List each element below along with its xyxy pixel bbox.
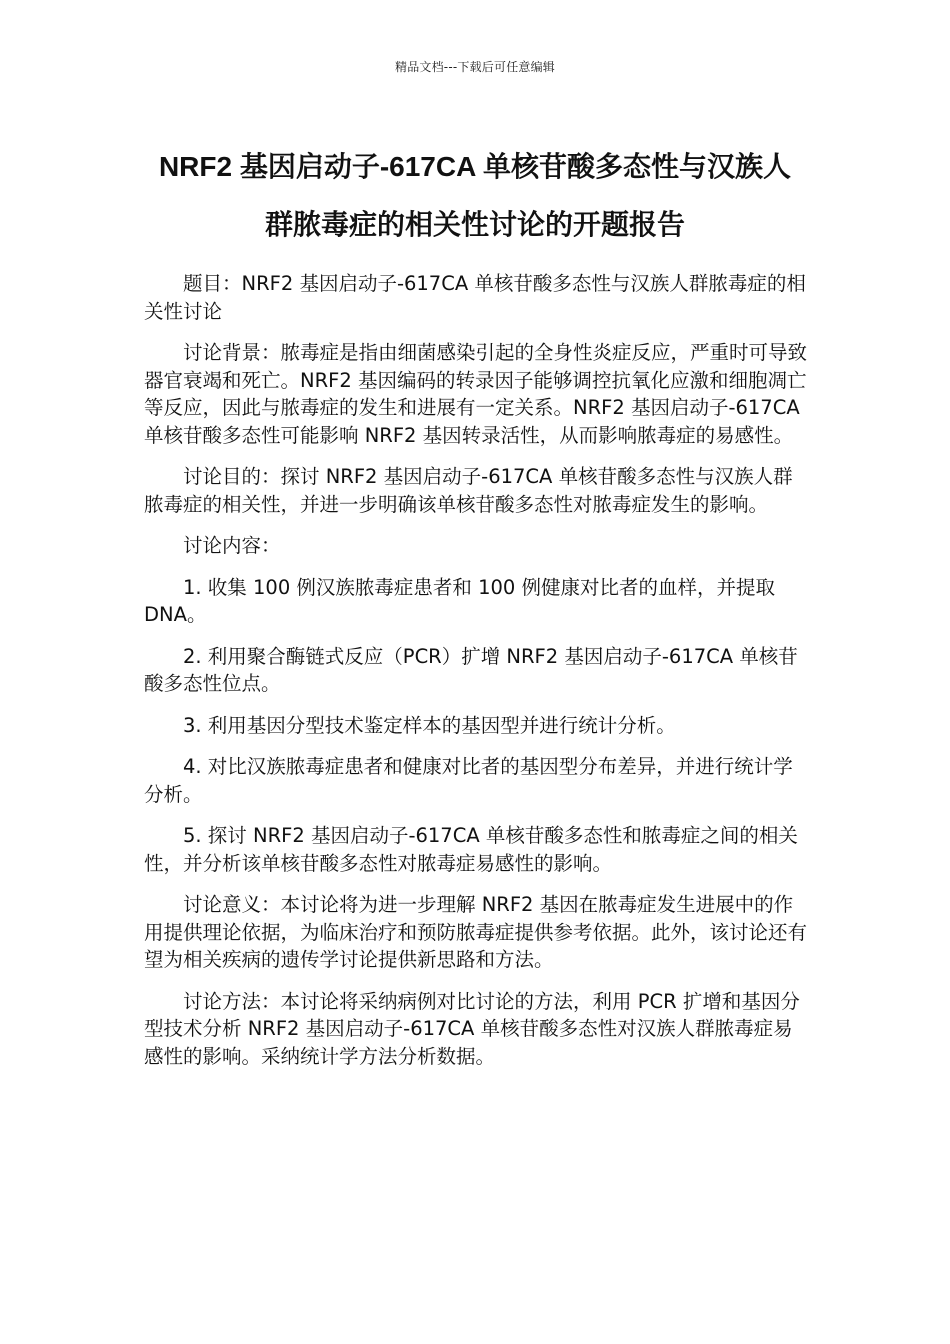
paragraph-topic: 题目：NRF2 基因启动子-617CA 单核苷酸多态性与汉族人群脓毒症的相关性讨论 xyxy=(144,272,806,323)
content-item-4: 4. 对比汉族脓毒症患者和健康对比者的基因型分布差异，并进行统计学分析。 xyxy=(144,755,793,806)
content-item-1: 1. 收集 100 例汉族脓毒症患者和 100 例健康对比者的血样，并提取 DNA。 xyxy=(144,575,776,626)
paragraph-background: 讨论背景：脓毒症是指由细菌感染引起的全身性炎症反应，严重时可导致器官衰竭和死亡。NRF2 基因编码的转录因子能够调控抗氧化应激和细胞凋亡等反应，因此与脓毒症的发生和进展有一定关系。NRF2 基因启动子-617CA 单核苷酸多态性可能影响 NRF2 基因转录活性，从而影响脓毒症的易感性。 xyxy=(144,341,808,447)
content-item-2: 2. 利用聚合酶链式反应（PCR）扩增 NRF2 基因启动子-617CA 单核苷酸多态性位点。 xyxy=(144,644,798,695)
title-line-2: 群脓毒症的相关性讨论的开题报告 xyxy=(264,209,685,240)
paragraph-content-heading: 讨论内容： xyxy=(183,534,281,557)
title-line-1: NRF2 基因启动子-617CA 单核苷酸多态性与汉族人 xyxy=(158,151,792,182)
paragraph-methods: 讨论方法：本讨论将采纳病例对比讨论的方法，利用 PCR 扩增和基因分型技术分析 NRF2 基因启动子-617CA 单核苷酸多态性对汉族人群脓毒症易感性的影响。采纳统计学方法分析数据。 xyxy=(144,989,800,1068)
paragraph-significance: 讨论意义：本讨论将为进一步理解 NRF2 基因在脓毒症发生进展中的作用提供理论依据，为临床治疗和预防脓毒症提供参考依据。此外，该讨论还有望为相关疾病的遗传学讨论提供新思路和方法。 xyxy=(144,893,808,971)
content-item-3: 3. 利用基因分型技术鉴定样本的基因型并进行统计分析。 xyxy=(183,713,676,737)
header-note: 精品文档---下载后可任意编辑 xyxy=(395,60,555,74)
paragraph-purpose: 讨论目的：探讨 NRF2 基因启动子-617CA 单核苷酸多态性与汉族人群脓毒症的相关性，并进一步明确该单核苷酸多态性对脓毒症发生的影响。 xyxy=(144,465,793,516)
content-item-5: 5. 探讨 NRF2 基因启动子-617CA 单核苷酸多态性和脓毒症之间的相关性，并分析该单核苷酸多态性对脓毒症易感性的影响。 xyxy=(144,824,798,875)
document-body xyxy=(144,270,809,1084)
document-title xyxy=(80,138,870,254)
